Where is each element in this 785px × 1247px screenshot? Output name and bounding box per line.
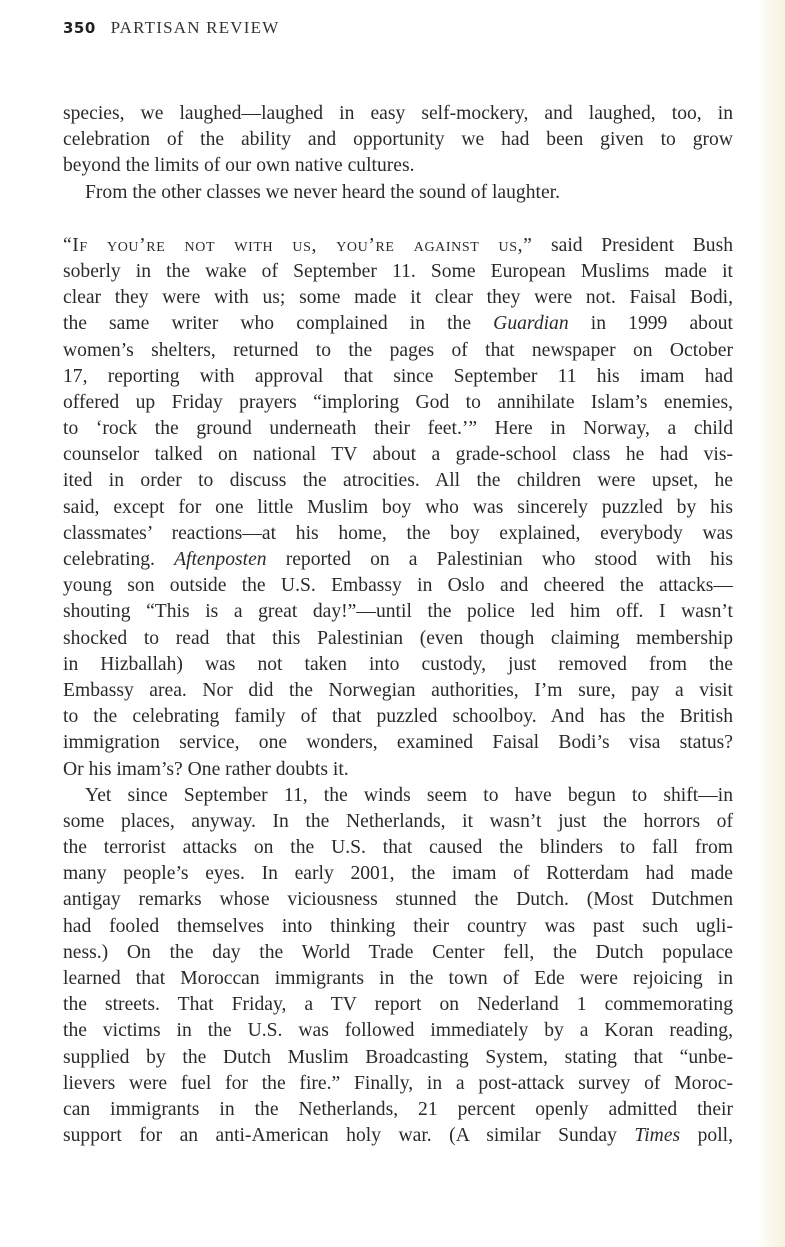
text-line: in Hizballah) was not taken into custody, just removed from the: [63, 653, 733, 675]
text-line: some places, anyway. In the Netherlands, it wasn’t just the horrors of: [63, 810, 733, 832]
text-line: “If you’re not with us, you’re against us,” said President Bush: [63, 234, 733, 256]
paragraph-other-classes: [63, 180, 733, 206]
text-line: beyond the limits of our own native cultures.: [63, 155, 415, 177]
page-number: 350: [63, 19, 96, 37]
text-line: offered up Friday prayers “imploring God to annihilate Islam’s enemies,: [63, 391, 733, 413]
text-line: species, we laughed—laughed in easy self-mockery, and laughed, too, in: [63, 103, 733, 124]
paragraph-laughter-continued: [63, 101, 733, 180]
page-edge-shadow: [757, 0, 785, 1247]
body-text: [63, 101, 733, 1149]
text-line: counselor talked on national TV about a grade-school class he had vis-: [63, 444, 733, 466]
text-line: clear they were with us; some made it clear they were not. Faisal Bodi,: [63, 287, 733, 309]
journal-title: PARTISAN REVIEW: [110, 18, 280, 37]
section-break: [63, 206, 733, 233]
text-line: immigration service, one wonders, examined Faisal Bodi’s visa status?: [63, 732, 733, 754]
text-line: ited in order to discuss the atrocities. All the children were upset, he: [63, 470, 733, 492]
text-line: supplied by the Dutch Muslim Broadcasting System, stating that “unbe-: [63, 1046, 733, 1068]
text-line: had fooled themselves into thinking their country was past such ugli-: [63, 915, 733, 937]
text-line: many people’s eyes. In early 2001, the imam of Rotterdam had made: [63, 863, 733, 885]
paragraph-with-us-against-us: [63, 233, 733, 783]
smallcaps-opening: “If you’re not with us, you’re against us,”: [63, 234, 533, 256]
text-line: shocked to read that this Palestinian (even though claiming membership: [63, 627, 733, 649]
text-line: young son outside the U.S. Embassy in Oslo and cheered the attacks—: [63, 575, 733, 597]
text-line: 17, reporting with approval that since September 11 his imam had: [63, 365, 733, 387]
text-line: shouting “This is a great day!”—until the police led him off. I wasn’t: [63, 601, 733, 623]
text-line: Embassy area. Nor did the Norwegian authorities, I’m sure, pay a visit: [63, 679, 733, 701]
text-line: Yet since September 11, the winds seem to have begun to shift—in: [85, 784, 733, 806]
text-line: ness.) On the day the World Trade Center fell, the Dutch populace: [63, 941, 733, 963]
italic-title-times: Times: [634, 1125, 681, 1147]
text-line: the terrorist attacks on the U.S. that caused the blinders to fall from: [63, 837, 733, 859]
text-line: can immigrants in the Netherlands, 21 percent openly admitted their: [63, 1098, 733, 1120]
text-line: antigay remarks whose viciousness stunned the Dutch. (Most Dutchmen: [63, 889, 733, 911]
running-head: [63, 18, 279, 38]
text-line: women’s shelters, returned to the pages of that newspaper on October: [63, 339, 733, 361]
text-line: soberly in the wake of September 11. Some European Muslims made it: [63, 260, 733, 282]
italic-title-guardian: Guardian: [493, 313, 569, 335]
italic-title-aftenposten: Aftenposten: [174, 549, 267, 570]
text-line: to ‘rock the ground underneath their feet.’” Here in Norway, a child: [63, 418, 733, 440]
text-line: Or his imam’s? One rather doubts it.: [63, 758, 349, 780]
text-line: learned that Moroccan immigrants in the town of Ede were rejoicing in: [63, 968, 733, 989]
text-line: said, except for one little Muslim boy who was sincerely puzzled by his: [63, 496, 733, 518]
text-line: classmates’ reactions—at his home, the boy explained, everybody was: [63, 522, 733, 544]
text-line: the victims in the U.S. was followed immediately by a Koran reading,: [63, 1020, 733, 1042]
text-line: celebrating. Aftenposten reported on a Palestinian who stood with his: [63, 549, 733, 570]
text-line: From the other classes we never heard the sound of laughter.: [85, 181, 561, 203]
text-line: the streets. That Friday, a TV report on Nederland 1 commemorating: [63, 994, 733, 1016]
text-line: lievers were fuel for the fire.” Finally, in a post-attack survey of Moroc-: [63, 1072, 733, 1094]
paragraph-winds-shift: [63, 783, 733, 1150]
text-line: to the celebrating family of that puzzled schoolboy. And has the British: [63, 706, 733, 728]
text-line: the same writer who complained in the Guardian in 1999 about: [63, 313, 733, 335]
text-line: celebration of the ability and opportunity we had been given to grow: [63, 129, 733, 151]
text-line: support for an anti-American holy war. (A similar Sunday Times poll,: [63, 1125, 733, 1147]
